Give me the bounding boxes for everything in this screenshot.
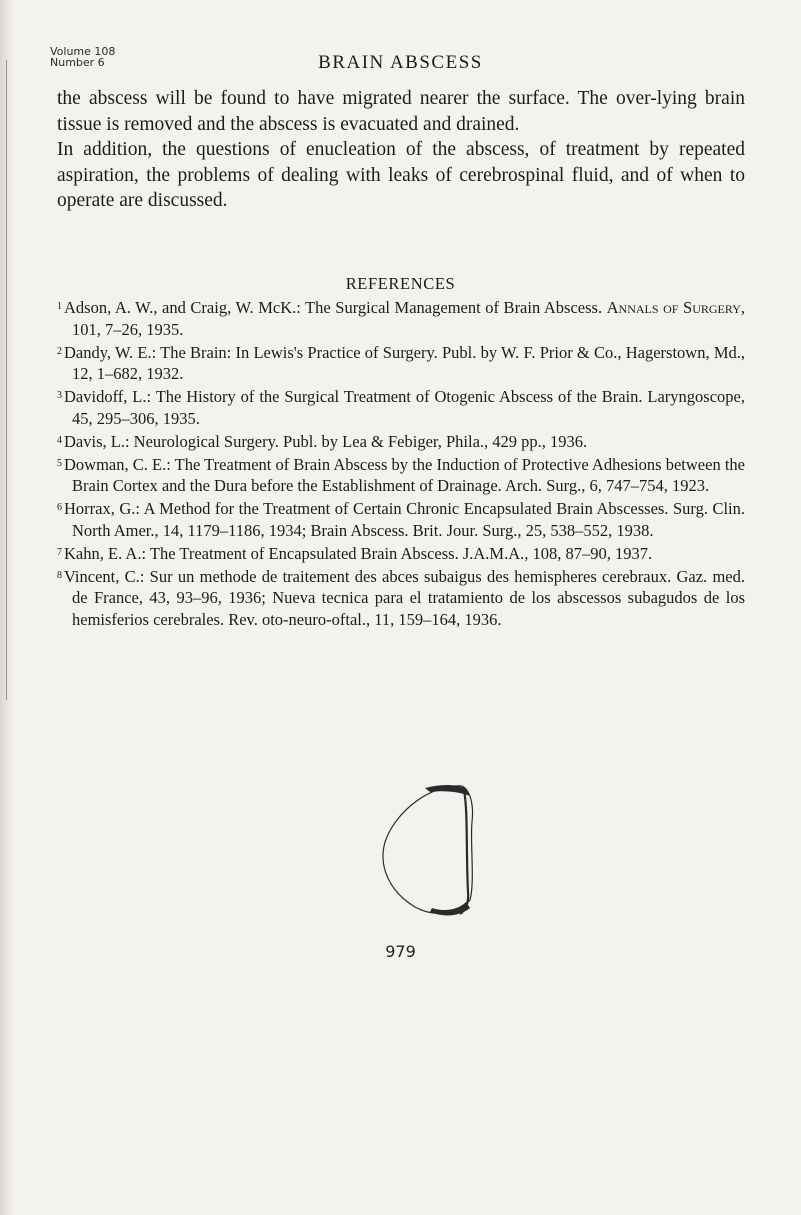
references-heading: REFERENCES <box>345 274 456 293</box>
bottom-shaded-band <box>430 902 470 915</box>
page-edge-line <box>6 60 7 700</box>
reference-text: Dandy, W. E.: The Brain: In Lewis's Practice of Surgery. Publ. by W. F. Prior & Co., Hagerstown, Md., 12, 1–682, 1932. <box>64 342 745 384</box>
reference-item <box>57 385 745 430</box>
reference-text: , 101, 7–26, 1935. <box>72 298 745 339</box>
page-edge-shadow <box>0 0 14 1215</box>
reference-item <box>57 453 745 498</box>
reference-number: 7 <box>57 546 62 558</box>
reference-item <box>57 497 745 542</box>
reference-item <box>57 341 745 386</box>
issue-number: Number 6 <box>50 56 105 69</box>
outer-loop-outline <box>383 786 472 913</box>
reference-text: Kahn, E. A.: The Treatment of Encapsulated Brain Abscess. J.A.M.A., 108, 87–90, 1937. <box>64 543 653 563</box>
body-paragraph: In addition, the questions of enucleation of the abscess, of treatment by repeated aspiration, the problems of dealing with leaks of cerebrospinal fluid, and of when to operate are discussed. <box>57 139 745 211</box>
reference-text: Horrax, G.: A Method for the Treatment of Certain Chronic Encapsulated Brain Abscesses. Surg. Clin. North Amer., 14, 1179–1186, 1934; Brain Abscess. Brit. Jour. Surg., 25, 538–552, 1938. <box>64 499 745 540</box>
reference-item <box>57 542 745 565</box>
body-paragraph: the abscess will be found to have migrated nearer the surface. The over-lying brain tissue is removed and the abscess is evacuated and drained. <box>57 88 745 135</box>
page-number: 979 <box>385 942 416 961</box>
reference-number: 1 <box>57 301 62 312</box>
reference-number: 4 <box>57 434 62 446</box>
inner-thick-stroke <box>460 790 468 914</box>
volume-label: Volume 108 <box>50 45 116 58</box>
reference-text: Adson, A. W., and Craig, W. McK.: The Surgical Management of Brain Abscess. <box>64 298 607 317</box>
reference-list <box>57 296 745 631</box>
reference-number: 2 <box>57 345 62 357</box>
reference-number: 5 <box>57 457 62 469</box>
running-title: BRAIN ABSCESS <box>318 52 483 73</box>
reference-number: 6 <box>57 502 62 514</box>
reference-text: Vincent, C.: Sur un methode de traitement des abces subaigus des hemispheres cerebraux. Gaz. med. de France, 43, 93–96, 1936; Nueva tecnica para el tratamiento de los abscessos subagudos de los hemisferios cerebrales. Rev. oto-neuro-oftal., 11, 159–164, 1936. <box>64 566 745 630</box>
body-text <box>57 86 745 214</box>
reference-item <box>57 430 745 453</box>
reference-text: Dowman, C. E.: The Treatment of Brain Abscess by the Induction of Protective Adhesions between the Brain Cortex and the Dura before the Establishment of Drainage. Arch. Surg., 6, 747–754, 1923. <box>64 454 745 496</box>
reference-number: 8 <box>57 569 62 581</box>
reference-number: 3 <box>57 390 62 402</box>
reference-text: Davidoff, L.: The History of the Surgical Treatment of Otogenic Abscess of the Brain. Laryngoscope, 45, 295–306, 1935. <box>64 387 745 428</box>
reference-item <box>57 296 745 341</box>
reference-item <box>57 565 745 631</box>
reference-text: Davis, L.: Neurological Surgery. Publ. by Lea & Febiger, Phila., 429 pp., 1936. <box>64 431 588 451</box>
reference-journal: Annals of Surgery <box>606 298 741 317</box>
loop-drawing-figure <box>370 782 500 922</box>
